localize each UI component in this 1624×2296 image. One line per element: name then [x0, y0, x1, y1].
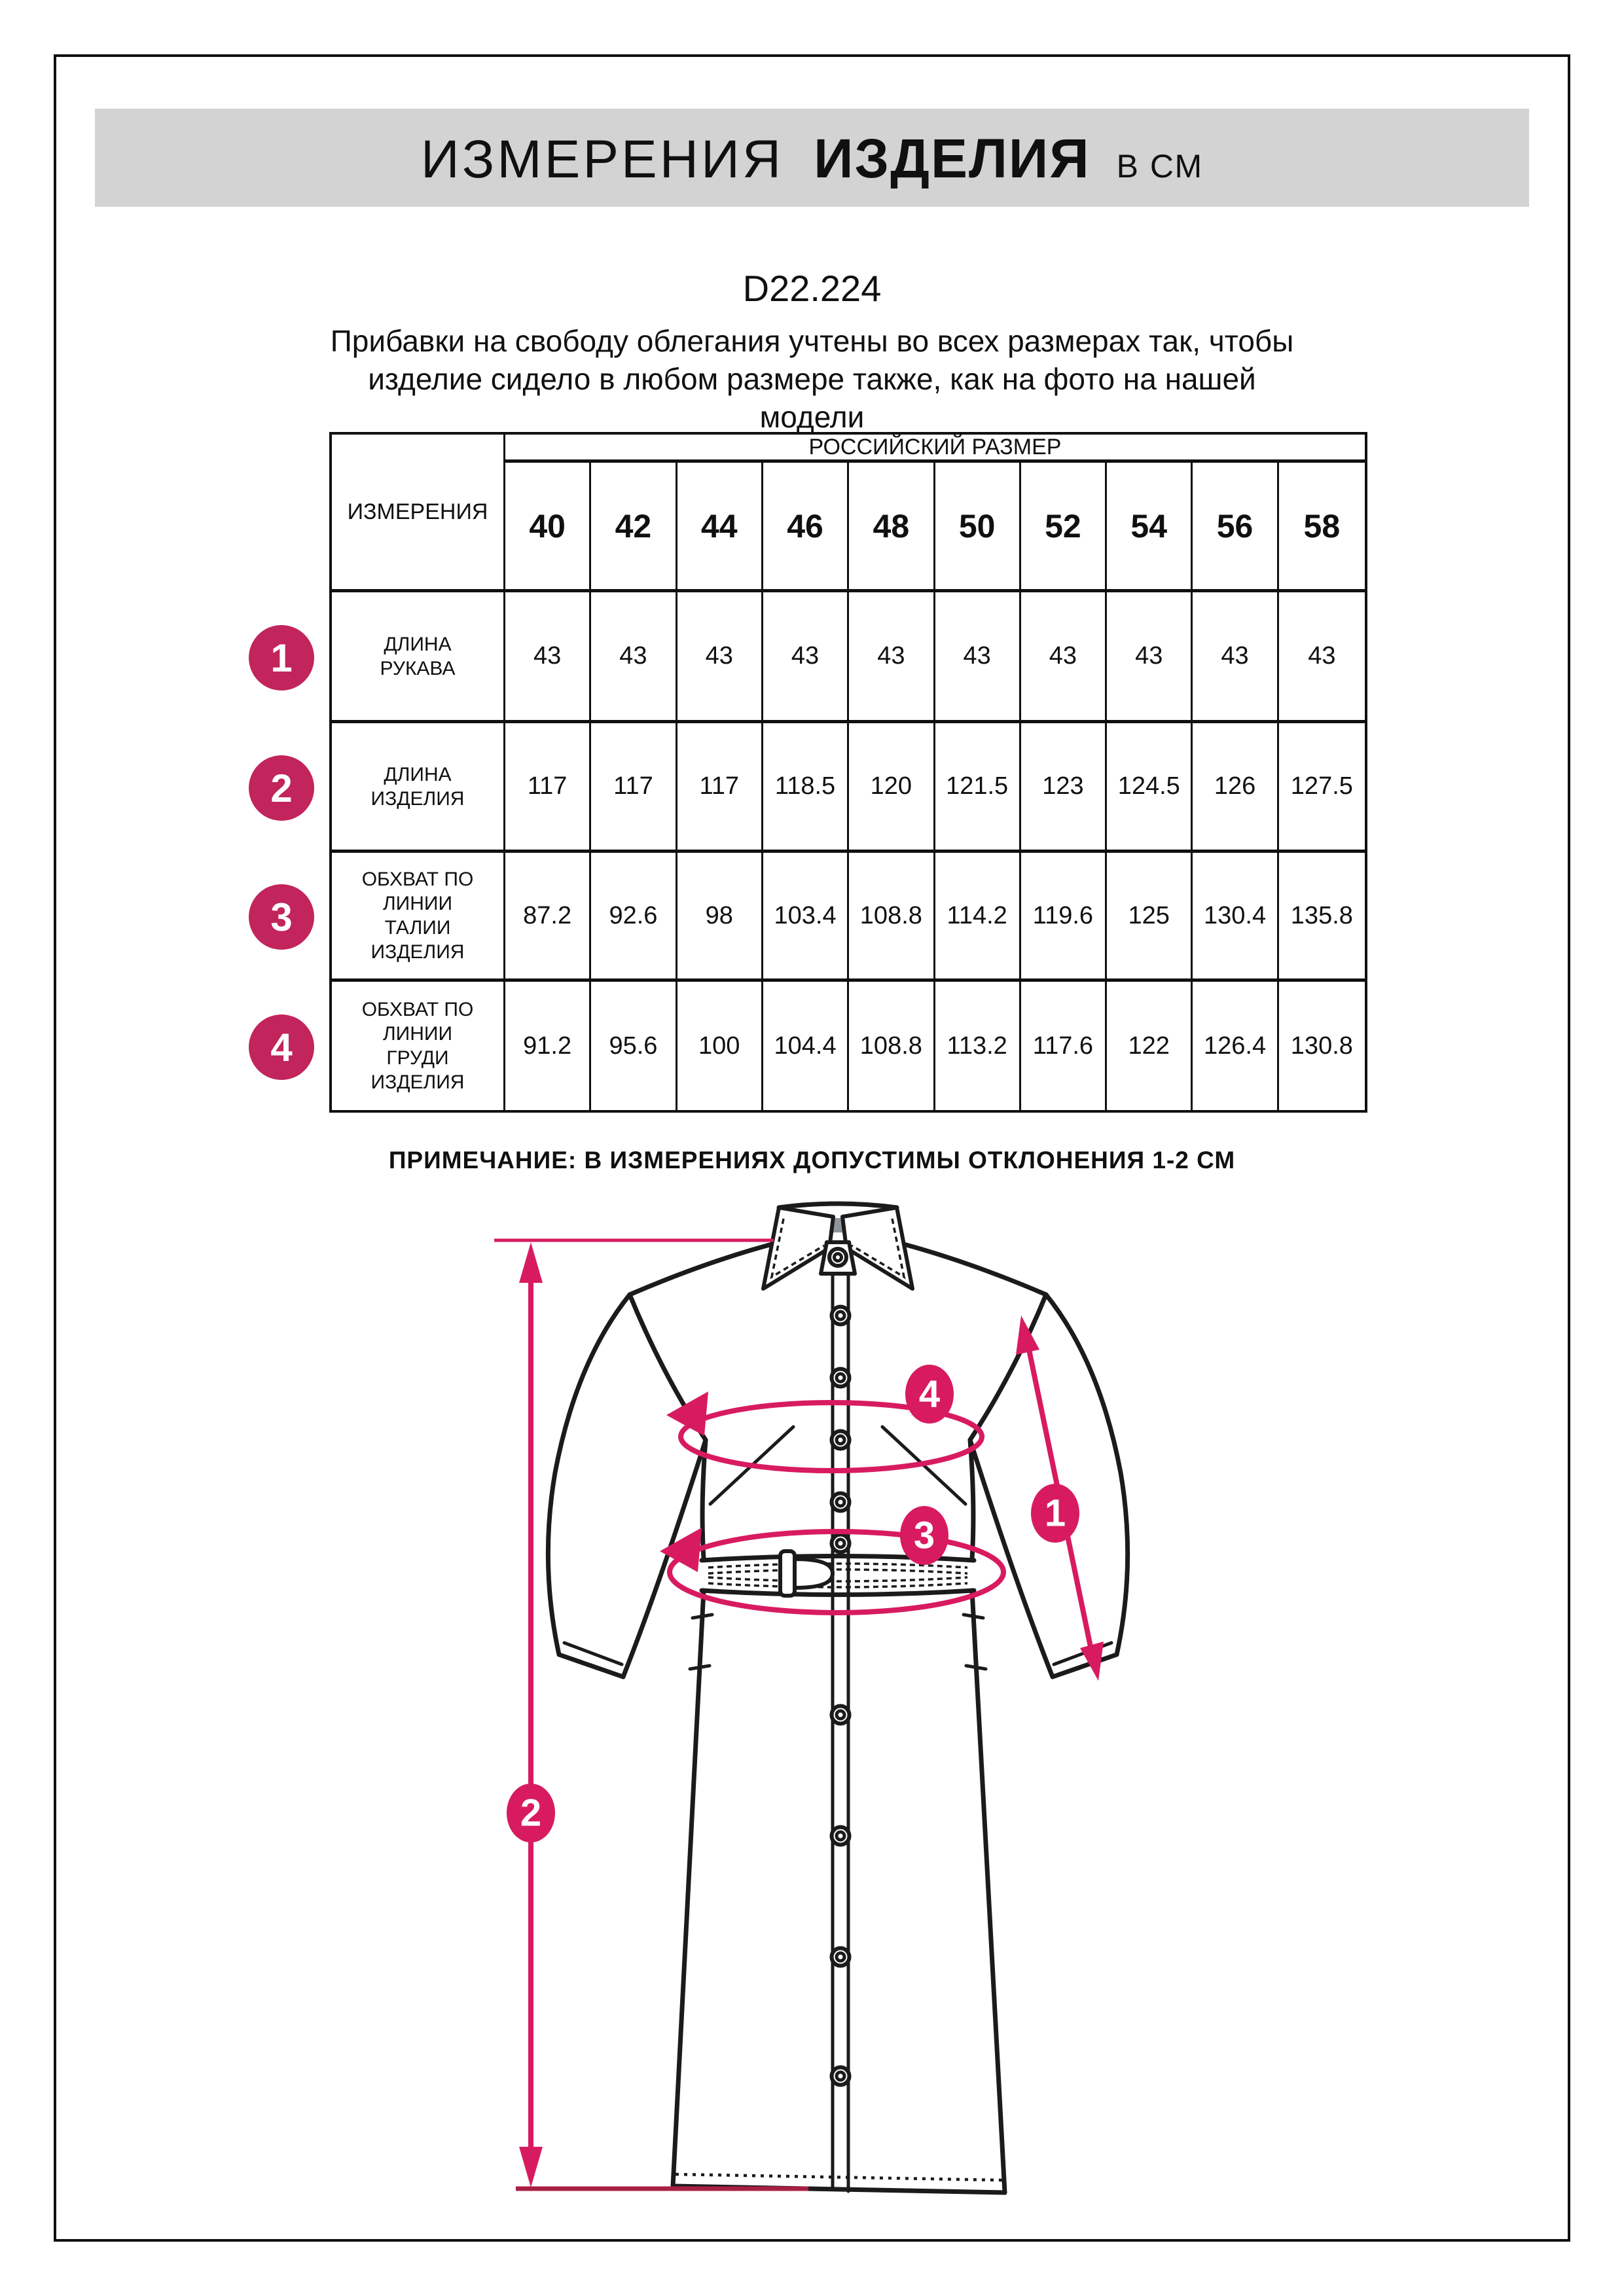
intro-line: Прибавки на свободу облегания учтены во всех размерах так, чтобы — [330, 324, 1294, 358]
page-title-product: ИЗДЕЛИЯ — [814, 128, 1091, 189]
value-cell: 43 — [677, 592, 763, 723]
size-col-50: 50 — [935, 463, 1021, 592]
row-badge-1: 1 — [249, 625, 314, 691]
value-cell: 43 — [591, 592, 677, 723]
size-group-header: РОССИЙСКИЙ РАЗМЕР — [505, 435, 1365, 463]
diagram-badge-4 — [905, 1365, 954, 1424]
value-cell: 117.6 — [1021, 982, 1107, 1110]
value-cell: 98 — [677, 853, 763, 982]
value-cell: 125 — [1107, 853, 1193, 982]
button — [832, 1369, 850, 1387]
value-cell: 135.8 — [1279, 853, 1365, 982]
button — [832, 2068, 850, 2085]
button — [832, 1827, 850, 1845]
size-col-56: 56 — [1193, 463, 1278, 592]
size-col-58: 58 — [1279, 463, 1365, 592]
title-bar — [95, 109, 1529, 207]
row-label-waist-girth: ОБХВАТ ПО ЛИНИИ ТАЛИИ ИЗДЕЛИЯ — [332, 853, 505, 982]
diagram-badge-1 — [1031, 1484, 1079, 1543]
svg-text:3: 3 — [913, 1514, 935, 1557]
size-col-52: 52 — [1021, 463, 1107, 592]
value-cell: 127.5 — [1279, 723, 1365, 853]
size-col-44: 44 — [677, 463, 763, 592]
value-cell: 87.2 — [505, 853, 591, 982]
intro-line: изделие сидело в любом размере также, как на фото на нашей — [368, 362, 1256, 396]
value-cell: 118.5 — [763, 723, 849, 853]
value-cell: 92.6 — [591, 853, 677, 982]
value-cell: 104.4 — [763, 982, 849, 1110]
size-table — [329, 432, 1367, 1113]
button — [832, 1494, 850, 1511]
value-cell: 119.6 — [1021, 853, 1107, 982]
row-label-sleeve-length: ДЛИНА РУКАВА — [332, 592, 505, 723]
value-cell: 113.2 — [935, 982, 1021, 1110]
row-label-chest-girth: ОБХВАТ ПО ЛИНИИ ГРУДИ ИЗДЕЛИЯ — [332, 982, 505, 1110]
row-badge-2: 2 — [249, 755, 314, 821]
size-col-40: 40 — [505, 463, 591, 592]
svg-text:1: 1 — [1044, 1492, 1066, 1535]
value-cell: 103.4 — [763, 853, 849, 982]
row-badge-3: 3 — [249, 884, 314, 950]
value-cell: 43 — [1021, 592, 1107, 723]
value-cell: 117 — [677, 723, 763, 853]
value-cell: 43 — [1279, 592, 1365, 723]
value-cell: 126.4 — [1193, 982, 1278, 1110]
value-cell: 43 — [935, 592, 1021, 723]
product-code: D22.224 — [742, 268, 882, 309]
value-cell: 130.4 — [1193, 853, 1278, 982]
size-col-46: 46 — [763, 463, 849, 592]
tolerance-note: ПРИМЕЧАНИЕ: В ИЗМЕРЕНИЯХ ДОПУСТИМЫ ОТКЛОНЕНИЯ 1-2 СМ — [388, 1147, 1236, 1174]
button — [832, 1431, 850, 1449]
value-cell: 43 — [849, 592, 935, 723]
value-cell: 43 — [1107, 592, 1193, 723]
svg-text:2: 2 — [520, 1791, 542, 1835]
button — [829, 1249, 846, 1266]
measure-column-header: ИЗМЕРЕНИЯ — [332, 435, 505, 592]
button — [832, 1307, 850, 1325]
value-cell: 130.8 — [1290, 1031, 1353, 1060]
collar — [763, 1204, 912, 1289]
button — [832, 1706, 850, 1724]
size-col-42: 42 — [591, 463, 677, 592]
diagram-badge-3 — [900, 1506, 948, 1565]
size-col-54: 54 — [1107, 463, 1193, 592]
value-cell: 121.5 — [935, 723, 1021, 853]
value-cell: 123 — [1021, 723, 1107, 853]
row-label-garment-length: ДЛИНА ИЗДЕЛИЯ — [332, 723, 505, 853]
value-cell: 100 — [677, 982, 763, 1110]
garment-diagram — [478, 1198, 1146, 2209]
value-cell: 91.2 — [505, 982, 591, 1110]
value-cell: 43 — [505, 592, 591, 723]
svg-text:4: 4 — [918, 1372, 941, 1416]
value-cell: 108.8 — [849, 982, 935, 1110]
value-cell: 120 — [849, 723, 935, 853]
button — [832, 1948, 850, 1966]
value-cell: 122 — [1107, 982, 1193, 1110]
value-cell: 117 — [505, 723, 591, 853]
value-cell: 43 — [1193, 592, 1278, 723]
page-title-measurements: ИЗМЕРЕНИЯ — [420, 130, 784, 189]
button-placket — [833, 1274, 848, 2191]
value-cell: 126 — [1193, 723, 1278, 853]
intro-paragraph — [0, 322, 1624, 436]
measure-line-length — [494, 1240, 808, 2189]
button — [832, 1535, 850, 1552]
value-cell: 43 — [763, 592, 849, 723]
row-badge-4: 4 — [249, 1014, 314, 1080]
value-cell: 108.8 — [849, 853, 935, 982]
value-cell: 117 — [591, 723, 677, 853]
page-title-unit: В СМ — [1116, 148, 1204, 185]
value-cell: 95.6 — [591, 982, 677, 1110]
diagram-badge-2 — [507, 1784, 555, 1842]
size-col-48: 48 — [849, 463, 935, 592]
value-cell: 124.5 — [1107, 723, 1193, 853]
value-cell: 114.2 — [935, 853, 1021, 982]
intro-line: модели — [759, 400, 865, 434]
left-sleeve — [548, 1295, 706, 1677]
